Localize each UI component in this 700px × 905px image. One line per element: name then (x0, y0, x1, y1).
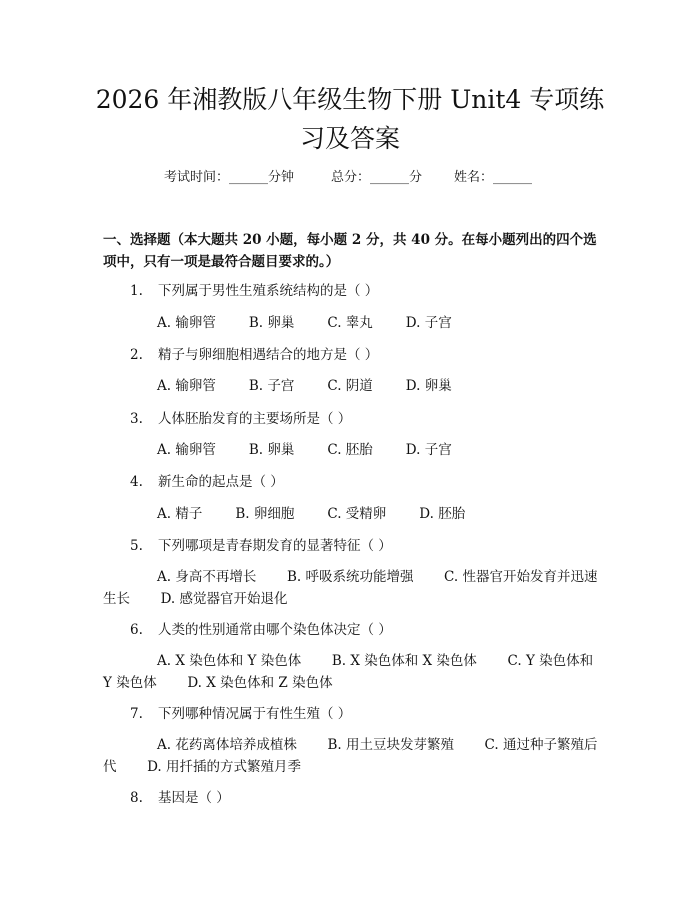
option-d: D. 感觉器官开始退化 (160, 591, 288, 607)
question-3 (130, 410, 351, 428)
option-a: A. 输卵管 (157, 378, 216, 394)
question-number: 3. (130, 411, 143, 427)
question-7 (130, 705, 351, 723)
option-c: C. 阴道 (327, 378, 373, 394)
question-5-options (103, 566, 600, 610)
question-5 (130, 537, 392, 555)
section-heading: 一、选择题（本大题共 20 小题，每小题 2 分，共 40 分。在每小题列出的四个选项中，只有一项是最符合题目要求的。） (103, 232, 597, 270)
document-title (80, 80, 620, 158)
option-a: A. 精子 (157, 506, 203, 522)
question-1 (130, 282, 378, 300)
option-d: D. 胚胎 (419, 506, 466, 522)
option-a: A. 身高不再增长 (157, 569, 257, 585)
option-c: C. Y 染色体和 Y 染色体 (103, 653, 594, 691)
option-a: A. 输卵管 (157, 442, 216, 458)
option-d: D. 子宫 (405, 315, 452, 331)
question-text: 人类的性别通常由哪个染色体决定（ ） (158, 622, 392, 638)
exam-time: 考试时间：______分钟 (164, 170, 295, 185)
option-c: C. 通过种子繁殖后代 (103, 737, 598, 775)
option-b: B. 卵巢 (248, 442, 295, 458)
option-a: A. X 染色体和 Y 染色体 (157, 653, 302, 669)
question-4 (130, 473, 284, 491)
option-a: A. 输卵管 (157, 315, 216, 331)
question-text: 下列哪项是青春期发育的显著特征（ ） (158, 538, 392, 554)
question-number: 8. (130, 790, 143, 806)
option-a: A. 花药离体培养成植株 (157, 737, 297, 753)
question-number: 5. (130, 538, 143, 554)
option-b: B. 卵巢 (248, 315, 295, 331)
question-6-options (103, 650, 600, 694)
question-4-options (157, 503, 654, 525)
option-c: C. 胚胎 (327, 442, 373, 458)
question-1-options (157, 312, 654, 334)
option-d: D. X 染色体和 Z 染色体 (187, 675, 333, 691)
option-b: B. 呼吸系统功能增强 (286, 569, 414, 585)
question-2-options (157, 375, 654, 397)
option-c: C. 睾丸 (327, 315, 373, 331)
option-d: D. 子宫 (405, 442, 452, 458)
title-line-2: 习及答案 (299, 124, 400, 153)
question-text: 基因是（ ） (158, 790, 230, 806)
question-text: 下列哪种情况属于有性生殖（ ） (158, 706, 352, 722)
question-2 (130, 346, 378, 364)
question-text: 精子与卵细胞相遇结合的地方是（ ） (158, 347, 379, 363)
exam-score: 总分：______分 (331, 170, 423, 185)
option-d: D. 用扦插的方式繁殖月季 (147, 759, 302, 775)
question-8 (130, 789, 230, 807)
question-number: 1. (130, 283, 143, 299)
option-c: C. 性器官开始发育并迅速生长 (103, 569, 598, 607)
option-c: C. 受精卵 (327, 506, 387, 522)
question-3-options (157, 439, 654, 461)
question-6 (130, 621, 392, 639)
question-text: 新生命的起点是（ ） (158, 474, 284, 490)
option-b: B. X 染色体和 X 染色体 (331, 653, 477, 669)
title-line-1: 2026 年湘教版八年级生物下册 Unit4 专项练 (95, 85, 605, 114)
question-number: 4. (130, 474, 143, 490)
question-number: 6. (130, 622, 143, 638)
option-d: D. 卵巢 (405, 378, 452, 394)
question-text: 人体胚胎发育的主要场所是（ ） (158, 411, 352, 427)
question-number: 7. (130, 706, 143, 722)
question-7-options (103, 734, 600, 778)
exam-name: 姓名：______ (454, 170, 533, 185)
option-b: B. 子宫 (248, 378, 295, 394)
question-number: 2. (130, 347, 143, 363)
question-text: 下列属于男性生殖系统结构的是（ ） (158, 283, 379, 299)
option-b: B. 卵细胞 (235, 506, 295, 522)
option-b: B. 用土豆块发芽繁殖 (327, 737, 454, 753)
